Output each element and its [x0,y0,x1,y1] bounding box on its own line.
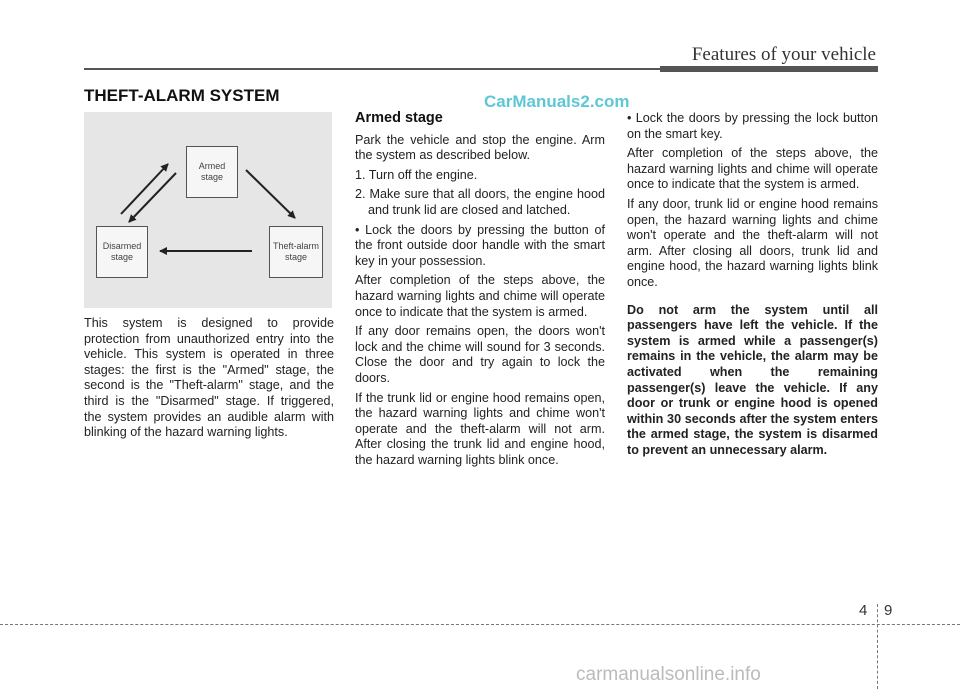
page-number: 9 [884,602,893,619]
theft-alarm-stage-box [269,226,323,278]
smart-key-bullet: • Lock the doors by pressing the lock button on the smart key. [627,111,878,141]
header-bar [660,66,878,72]
disarmed-stage-box [96,226,148,278]
column-3 [627,111,878,458]
header-title: Features of your vehicle [691,44,876,65]
step-2: 2. Make sure that all doors, the engine hood and trunk lid are closed and latched. [355,187,605,217]
diagram-arrows [84,112,332,308]
armed-confirm: After completion of the steps above, the hazard warning lights and chime will operate once to indicate that the system is armed. [355,273,605,319]
door-handle-bullet: • Lock the doors by pressing the button of the front outside door handle with the smart key in your possession. [355,222,605,268]
column-1 [84,316,334,441]
section-title: THEFT-ALARM SYSTEM [84,86,280,105]
page-divider [877,604,878,689]
footer-watermark[interactable]: carmanualsonline.info [576,664,761,685]
warning-text: Do not arm the system until all passengers have left the vehicle. If the system is armed while a passenger(s) remains in the vehicle, the alarm may be activated when the remaining passenger(s) leave the vehicle. If any door or trunk or engine hood is opened within 30 seconds after the system enters the armed stage, the system is disarmed to prevent an unnecessary alarm. [627,302,878,457]
armed-intro: Park the vehicle and stop the engine. Arm the system as described below. [355,132,605,163]
door-open-note: If any door remains open, the doors won't lock and the chime will sound for 3 seconds. Close the door and try again to lock the doors. [355,324,605,385]
theft-alarm-stage-label: Theft-alarm stage [272,241,319,262]
armed-stage-label: Armed stage [198,161,226,182]
trunk-open-note: If the trunk lid or engine hood remains open, the hazard warning lights and chime won't operate and the theft-alarm will not arm. After closing the trunk lid and engine hood, the hazard warning lights blink once. [355,390,605,467]
armed-stage-heading: Armed stage [355,110,443,126]
arrow-armed-to-theft [246,170,295,218]
open-note-2: If any door, trunk lid or engine hood remains open, the hazard warning lights and chime won't operate and the theft-alarm will not arm. After closing all doors, trunk lid and engine hood, the hazard warning lights blink once. [627,196,878,289]
armed-stage-box [186,146,238,198]
stage-diagram [84,112,332,308]
intro-paragraph: This system is designed to provide protection from unauthorized entry into the vehicle. This system is operated in three stages: the first is the "Armed" stage, the second is the "Theft-alarm" stage, and the third is the "Disarmed" stage. If triggered, the system provides an audible alarm with blinking of the hazard warning lights. [84,316,334,440]
column-2 [355,111,605,468]
chapter-number: 4 [859,602,868,619]
watermark-link[interactable]: CarManuals2.com [484,92,630,111]
step-1: 1. Turn off the engine. [355,167,478,182]
disarmed-stage-label: Disarmed stage [102,241,142,262]
header-rule [84,68,662,70]
armed-confirm-2: After completion of the steps above, the hazard warning lights and chime will operate once to indicate that the system is armed. [627,146,878,192]
footer-rule [0,624,960,625]
